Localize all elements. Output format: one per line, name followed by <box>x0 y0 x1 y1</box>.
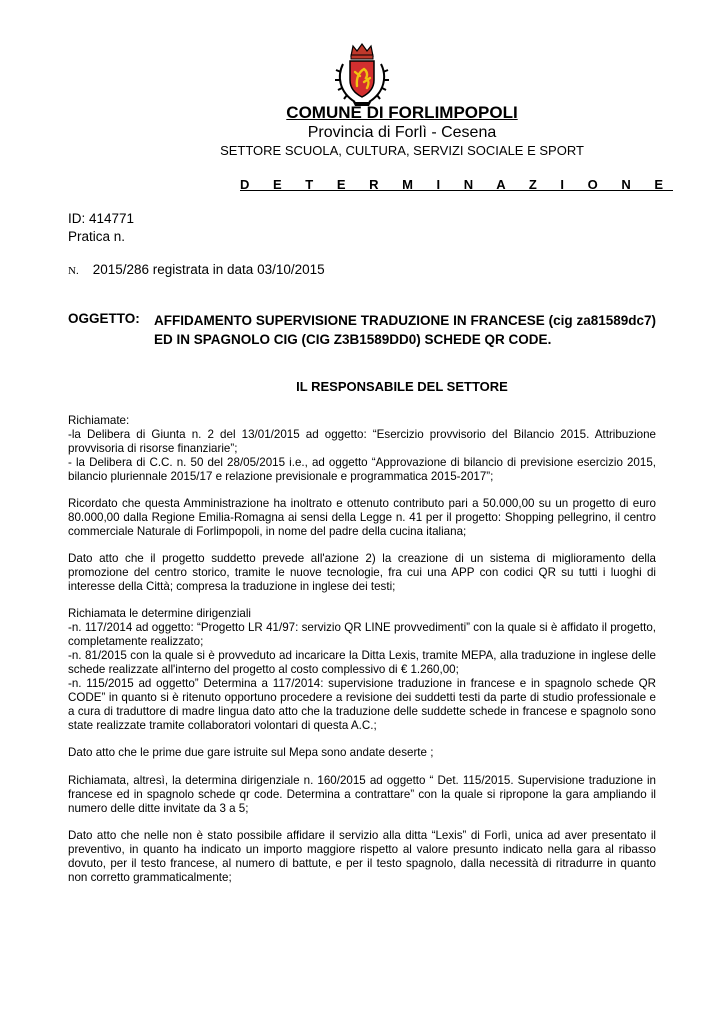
paragraph-determina-160 <box>68 774 656 816</box>
paragraph-lexis <box>68 829 656 885</box>
id-line: ID: 414771 <box>68 211 135 226</box>
subject-label: OGGETTO: <box>68 311 140 326</box>
paragraph-line: Ricordato che questa Amministrazione ha inoltrato e ottenuto contributo pari a 50.000,00 su un progetto di euro 80.000,00 dalla Regione Emilia-Romagna ai sensi della Legge n. 41 per il progetto: Shopping pellegrino, il centro commerciale Naturale di Forlimpopoli, in nome del padre della cucina italiana; <box>68 497 656 538</box>
responsible-heading: IL RESPONSABILE DEL SETTORE <box>296 379 508 394</box>
paragraph-line: -la Delibera di Giunta n. 2 del 13/01/2015 ad oggetto: “Esercizio provvisorio del Bilancio 2015. Attribuzione provvisoria di risorse finanziarie”; <box>68 428 656 455</box>
paragraph-richiamate <box>68 414 656 484</box>
registration-number-date: 2015/286 registrata in data 03/10/2015 <box>92 262 325 277</box>
paragraph-line: Richiamata le determine dirigenziali <box>68 607 252 620</box>
paragraph-line: Richiamata, altresì, la determina dirigenziale n. 160/2015 ad oggetto “ Det. 115/2015. Supervisione traduzione in francese ed in spagnolo schede qr code. Determina a contrattare” con la quale si ripropone la gara ampliando il numero delle ditte invitate da 3 a 5; <box>68 774 656 815</box>
subject-text: AFFIDAMENTO SUPERVISIONE TRADUZIONE IN FRANCESE (cig za81589dc7) ED IN SPAGNOLO CIG (CIG Z3B1589DD0) SCHEDE QR CODE. <box>154 313 656 347</box>
registration-line <box>68 262 325 277</box>
paragraph-line: -n. 81/2015 con la quale si è provveduto ad incaricare la Ditta Lexis, tramite MEPA, alla traduzione in inglese delle schede realizzate all'interno del progetto al costo complessivo di € 1.260,00; <box>68 649 656 676</box>
sector-subtitle: SETTORE SCUOLA, CULTURA, SERVIZI SOCIALE E SPORT <box>220 143 584 158</box>
pratica-line: Pratica n. <box>68 229 126 244</box>
paragraph-determine-dirigenziali <box>68 607 656 733</box>
paragraph-line: - la Delibera di C.C. n. 50 del 28/05/2015 i.e., ad oggetto “Approvazione di bilancio di previsione esercizio 2015, bilancio pluriennale 2015/17 e relazione previsionale e programmatica 2015-2017”; <box>68 456 656 483</box>
paragraph-line: -n. 117/2014 ad oggetto: “Progetto LR 41/97: servizio QR LINE provvedimenti” con la quale si è affidato il progetto, completamente realizzato; <box>68 621 656 648</box>
coat-of-arms-crest-icon <box>333 42 391 108</box>
number-prefix: N. <box>68 265 79 277</box>
document-type-heading: D E T E R M I N A Z I O N E <box>240 177 673 192</box>
paragraph-line: Richiamate: <box>68 414 130 427</box>
paragraph-line: -n. 115/2015 ad oggetto” Determina a 117/2014: supervisione traduzione in francese e in spagnolo schede QR CODE” in quanto si è ritenuto opportuno procedere a revisione dei suddetti testi da parte di studio professionale e a cura di traduttore di madre lingua dato atto che la traduzione delle suddette schede in francese e spagnolo sono state realizzate tramite collaboratori volontari di questa A.C.; <box>68 677 656 732</box>
paragraph-line: Dato atto che le prime due gare istruite sul Mepa sono andate deserte ; <box>68 746 434 759</box>
municipality-title: COMUNE DI FORLIMPOPOLI <box>286 103 518 122</box>
paragraph-ricordato <box>68 497 656 539</box>
paragraph-line: Dato atto che il progetto suddetto prevede all'azione 2) la creazione di un sistema di miglioramento della promozione del centro storico, tramite le nuove tecnologie, fra cui una APP con codici QR su tutti i luoghi di interesse della Città; compresa la traduzione in inglese dei testi; <box>68 552 656 593</box>
paragraph-dato-atto-progetto <box>68 552 656 594</box>
province-subtitle: Provincia di Forlì - Cesena <box>307 124 497 141</box>
paragraph-gare-deserte <box>68 746 656 760</box>
paragraph-line: Dato atto che nelle non è stato possibile affidare il servizio alla ditta “Lexis” di Forlì, unica ad aver presentato il preventivo, in quanto ha indicato un importo maggiore rispetto al valore presunto indicato nella gara al ribasso dovuto, per il testo francese, al numero di battute, e per il testo spagnolo, dalla necessità di ritradurre in quanto non corretto grammaticalmente; <box>68 829 656 884</box>
